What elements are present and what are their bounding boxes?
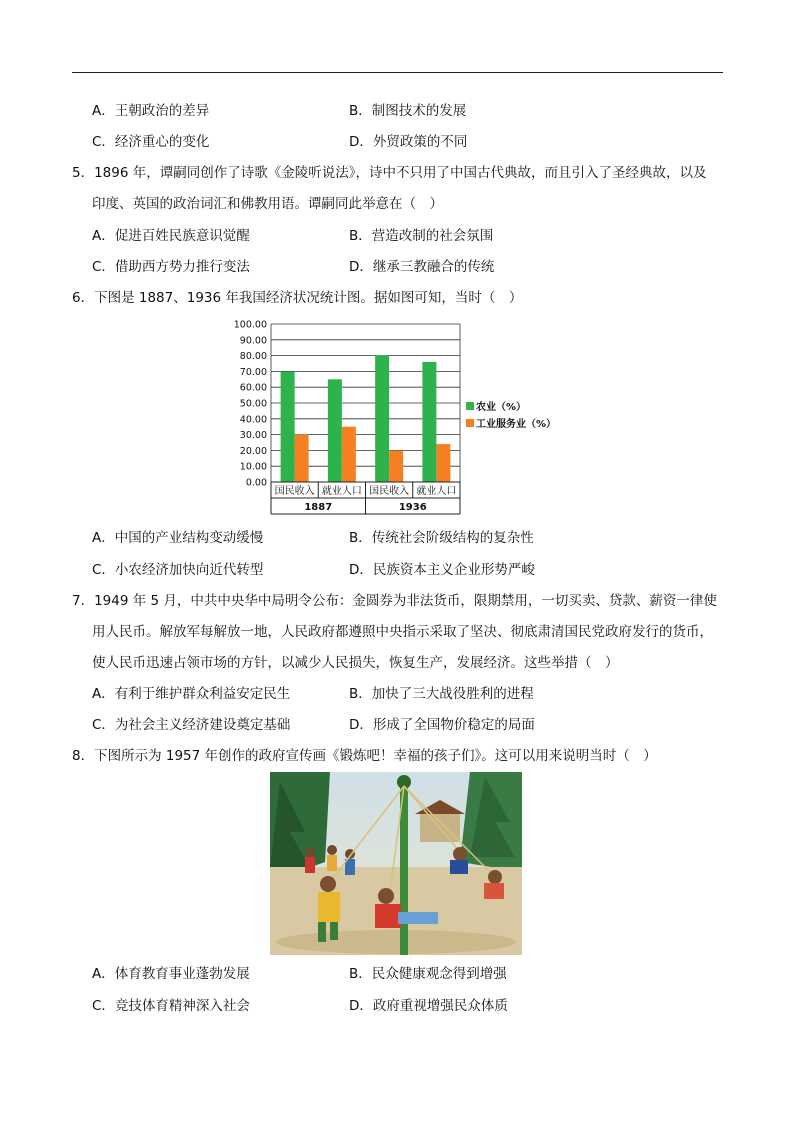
q7-stem-line2: 用人民币。解放军每解放一地，人民政府都遵照中央指示采取了坚决、彻底肃清国民党政府发行的货币， xyxy=(92,624,713,640)
q8-option-a[interactable]: A．体育教育事业蓬勃发展 xyxy=(92,966,250,982)
y-tick-label: 70.00 xyxy=(239,366,267,378)
legend-swatch xyxy=(466,402,474,410)
q8-stem: 8．下图所示为 1957 年创作的政府宣传画《锻炼吧！幸福的孩子们》。这可以用来说明当时（ ） xyxy=(72,748,657,764)
x-category-label: 国民收入 xyxy=(369,486,410,497)
q6-option-a[interactable]: A．中国的产业结构变动缓慢 xyxy=(92,530,264,546)
y-tick-label: 0.00 xyxy=(245,477,267,489)
bar-agriculture xyxy=(422,362,436,482)
propaganda-poster-image xyxy=(270,772,522,955)
q4-option-b[interactable]: B．制图技术的发展 xyxy=(349,103,467,119)
bar-agriculture xyxy=(281,371,295,482)
q7-option-c[interactable]: C．为社会主义经济建设奠定基础 xyxy=(92,717,291,733)
y-tick-label: 50.00 xyxy=(239,398,267,410)
chart-legend xyxy=(466,400,556,430)
x-category-label: 就业人口 xyxy=(416,486,457,497)
q8-option-d[interactable]: D．政府重视增强民众体质 xyxy=(349,998,508,1014)
y-tick-label: 60.00 xyxy=(239,382,267,394)
bar-industry xyxy=(342,427,356,482)
q7-option-a[interactable]: A．有利于维护群众利益安定民生 xyxy=(92,686,291,702)
x-category-label: 国民收入 xyxy=(274,486,315,497)
q4-option-c[interactable]: C．经济重心的变化 xyxy=(92,134,210,150)
q4-option-d[interactable]: D．外贸政策的不同 xyxy=(349,134,468,150)
x-group-label: 1887 xyxy=(304,502,333,513)
q5-stem-line1: 5．1896 年，谭嗣同创作了诗歌《金陵听说法》，诗中不只用了中国古代典故，而且引入了圣经典故，以及 xyxy=(72,165,707,181)
q6-option-b[interactable]: B．传统社会阶级结构的复杂性 xyxy=(349,530,534,546)
y-tick-label: 90.00 xyxy=(239,335,267,347)
bar-industry xyxy=(295,435,309,482)
header-rule xyxy=(72,72,723,73)
bar-agriculture xyxy=(375,356,389,482)
q6-option-c[interactable]: C．小农经济加快向近代转型 xyxy=(92,562,264,578)
chart-x-categories xyxy=(271,482,460,514)
legend-swatch xyxy=(466,419,474,427)
x-group-label: 1936 xyxy=(398,502,427,513)
y-tick-label: 30.00 xyxy=(239,430,267,442)
legend-label: 工业服务业（%） xyxy=(476,419,557,430)
x-category-label: 就业人口 xyxy=(321,486,362,497)
economy-bar-chart xyxy=(228,314,568,520)
q6-option-d[interactable]: D．民族资本主义企业形势严峻 xyxy=(349,562,535,578)
q5-stem-line2: 印度、英国的政治词汇和佛教用语。谭嗣同此举意在（ ） xyxy=(92,196,443,212)
q5-option-a[interactable]: A．促进百姓民族意识觉醒 xyxy=(92,228,250,244)
y-tick-label: 10.00 xyxy=(239,461,267,473)
q8-option-b[interactable]: B．民众健康观念得到增强 xyxy=(349,966,507,982)
bar-agriculture xyxy=(328,379,342,482)
q8-option-c[interactable]: C．竞技体育精神深入社会 xyxy=(92,998,250,1014)
q5-option-b[interactable]: B．营造改制的社会氛围 xyxy=(349,228,494,244)
q7-option-b[interactable]: B．加快了三大战役胜利的进程 xyxy=(349,686,534,702)
q4-option-a[interactable]: A．王朝政治的差异 xyxy=(92,103,210,119)
y-tick-label: 20.00 xyxy=(239,445,267,457)
q7-stem-line3: 使人民币迅速占领市场的方针，以减少人民损失，恢复生产，发展经济。这些举措（ ） xyxy=(92,655,619,671)
chart-y-ticks xyxy=(234,320,267,489)
legend-label: 农业（%） xyxy=(476,402,527,413)
bar-industry xyxy=(389,450,403,482)
y-tick-label: 80.00 xyxy=(239,351,267,363)
q5-option-d[interactable]: D．继承三教融合的传统 xyxy=(349,259,495,275)
bar-industry xyxy=(436,444,450,482)
q7-option-d[interactable]: D．形成了全国物价稳定的局面 xyxy=(349,717,535,733)
q5-option-c[interactable]: C．借助西方势力推行变法 xyxy=(92,259,250,275)
q6-stem: 6．下图是 1887、1936 年我国经济状况统计图。据如图可知，当时（ ） xyxy=(72,290,523,306)
y-tick-label: 100.00 xyxy=(233,319,267,331)
q7-stem-line1: 7．1949 年 5 月，中共中央华中局明令公布：金圆券为非法货币，限期禁用，一切买卖、贷款、薪资一律使 xyxy=(72,593,717,609)
y-tick-label: 40.00 xyxy=(239,414,267,426)
